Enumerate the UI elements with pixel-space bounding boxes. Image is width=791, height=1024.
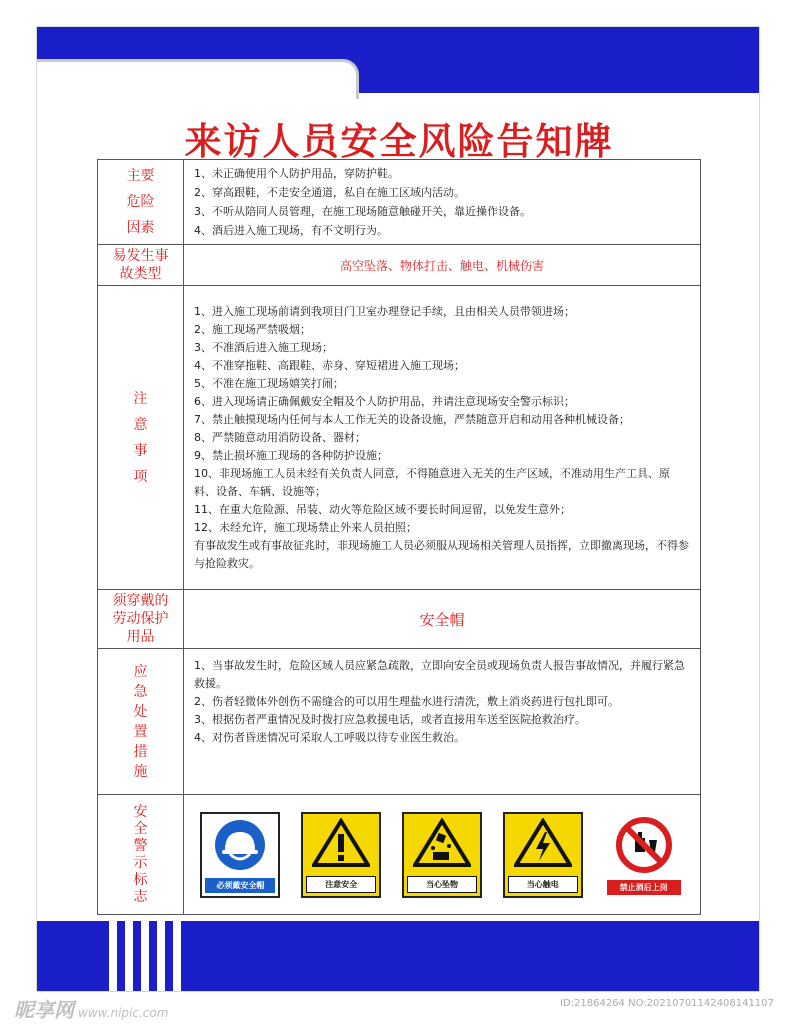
list-item: 7、禁止触摸现场内任何与本人工作无关的设备设施，严禁随意开启和动用各种机械设备；: [194, 412, 630, 426]
label-emergency: [98, 649, 184, 795]
label-line: 急: [133, 683, 148, 700]
sign-frame: [604, 812, 684, 898]
top-white-tab: [37, 59, 359, 99]
no-alcohol-icon: [613, 816, 675, 874]
bottom-stripes: [109, 919, 181, 992]
watermark-brand: 昵享网: [14, 998, 74, 1022]
falling-objects-icon: [413, 818, 471, 868]
stripe: [125, 919, 133, 992]
list-item: 3、不准酒后进入施工现场；: [194, 340, 333, 354]
list-item: 10、非现场施工人员未经有关负责人同意，不得随意进入无关的生产区域，不准动用生产工具、原料、设备、车辆、设施等；: [194, 466, 670, 498]
page-title: 来访人员安全风险告知牌: [184, 120, 614, 163]
label-line: 因素: [126, 220, 155, 236]
label-line: 易发生事: [112, 248, 169, 264]
list-item: 1、未正确使用个人防护用品，穿防护鞋。: [194, 167, 399, 180]
list-item: 9、禁止损坏施工现场的各种防护设施；: [194, 448, 388, 462]
list-item: 11、在重大危险源、吊装、动火等危险区域不要长时间逗留，以免发生意外；: [194, 502, 571, 516]
list-item: 2、施工现场严禁吸烟；: [194, 322, 311, 336]
sign-no-alcohol: [604, 812, 684, 898]
label-line: 须穿戴的: [112, 593, 169, 609]
row-notes: [98, 286, 701, 590]
watermark-site: www.nipic.com: [78, 1006, 169, 1020]
sign-caption: 当心触电: [508, 876, 578, 893]
accident-types-value: 高空坠落、物体打击、触电、机械伤害: [184, 245, 701, 286]
label-line: 措: [133, 743, 148, 760]
label-signs: [98, 795, 184, 915]
label-line: 警: [133, 837, 148, 854]
label-line: 危险: [126, 194, 155, 210]
sign-falling: [402, 812, 482, 898]
watermark-logo: [14, 994, 168, 1023]
list-item: 1、当事故发生时，危险区域人员应紧急疏散，立即向安全员或现场负责人报告事故情况，并履行紧急救援。: [194, 659, 685, 690]
signs-content: [184, 795, 701, 915]
stripe: [109, 919, 117, 992]
list-item: 2、伤者轻微体外创伤不需缝合的可以用生理盐水进行清洗，敷上消炎药进行包扎即可。: [194, 695, 619, 708]
label-accident-types: [98, 245, 184, 286]
label-notes: [98, 286, 184, 590]
ppe-value: 安全帽: [184, 590, 701, 649]
label-line: 标: [133, 871, 148, 888]
sign-caption: 禁止酒后上岗: [607, 880, 681, 895]
sign-frame: [503, 812, 583, 898]
row-signs: [98, 795, 701, 915]
emergency-content: [184, 649, 701, 795]
label-line: 事: [133, 442, 148, 459]
signs-row: [184, 796, 700, 914]
sign-board: [36, 26, 760, 992]
helmet-mandatory-icon: [213, 818, 267, 872]
electric-shock-icon: [514, 818, 572, 868]
notes-content: [184, 286, 701, 590]
label-line: 施: [133, 763, 148, 780]
label-line: 故类型: [119, 266, 162, 282]
label-line: 示: [133, 854, 148, 871]
label-hazards: [98, 160, 184, 245]
list-item: 2、穿高跟鞋，不走安全通道，私自在施工区域内活动。: [194, 186, 465, 199]
info-table: [97, 159, 701, 915]
label-line: 安: [133, 803, 148, 820]
sign-caution: [301, 812, 381, 898]
sign-helmet: [200, 812, 280, 898]
list-item: 3、根据伤者严重情况及时拨打应急救援电话，或者直接用车送至医院抢救治疗。: [194, 713, 586, 726]
label-line: 处: [133, 703, 148, 720]
list-item: 3、不听从陪同人员管理，在施工现场随意触碰开关，靠近操作设备。: [194, 205, 531, 218]
sign-frame: [301, 812, 381, 898]
label-ppe: [98, 590, 184, 649]
sign-frame: [402, 812, 482, 898]
list-item: 有事故发生或有事故征兆时，非现场施工人员必须服从现场相关管理人员指挥，立即撤离现场，不得参与抢险救灾。: [194, 538, 689, 570]
row-hazards: [98, 160, 701, 245]
warning-exclamation-icon: [312, 818, 370, 868]
row-ppe: [98, 590, 701, 649]
stripe: [173, 919, 181, 992]
label-line: 注: [133, 390, 148, 407]
list-item: 1、进入施工现场前请到我项目门卫室办理登记手续，且由相关人员带领进场；: [194, 304, 575, 318]
label-line: 志: [133, 888, 148, 905]
watermark-id: ID:21864264 NO:20210701142408141107: [560, 998, 774, 1009]
list-item: 8、严禁随意动用消防设备、器材；: [194, 430, 366, 444]
list-item: 4、对伤者昏迷情况可采取人工呼吸以待专业医生救治。: [194, 731, 465, 744]
label-line: 应: [133, 663, 148, 680]
label-line: 劳动保护: [112, 611, 169, 627]
row-accident-types: [98, 245, 701, 286]
list-item: 5、不准在施工现场嬉笑打闹；: [194, 376, 344, 390]
list-item: 6、进入现场请正确佩戴安全帽及个人防护用品，并请注意现场安全警示标识；: [194, 394, 575, 408]
label-line: 用品: [126, 629, 155, 645]
stripe: [157, 919, 165, 992]
hazards-content: [184, 160, 701, 245]
sign-caption: 必须戴安全帽: [205, 878, 275, 893]
label-line: 全: [133, 820, 148, 837]
list-item: 4、酒后进入施工现场，有不文明行为。: [194, 224, 388, 237]
list-item: 4、不准穿拖鞋、高跟鞋、赤身、穿短裙进入施工现场；: [194, 358, 465, 372]
label-line: 项: [133, 468, 148, 485]
sign-caption: 当心坠物: [407, 876, 477, 893]
list-item: 12、未经允许，施工现场禁止外来人员拍照；: [194, 520, 417, 534]
label-line: 置: [133, 723, 148, 740]
row-emergency: [98, 649, 701, 795]
stripe: [141, 919, 149, 992]
sign-caption: 注意安全: [306, 876, 376, 893]
label-line: 意: [133, 416, 148, 433]
sign-frame: [200, 812, 280, 898]
sign-electric: [503, 812, 583, 898]
label-line: 主要: [126, 168, 155, 184]
